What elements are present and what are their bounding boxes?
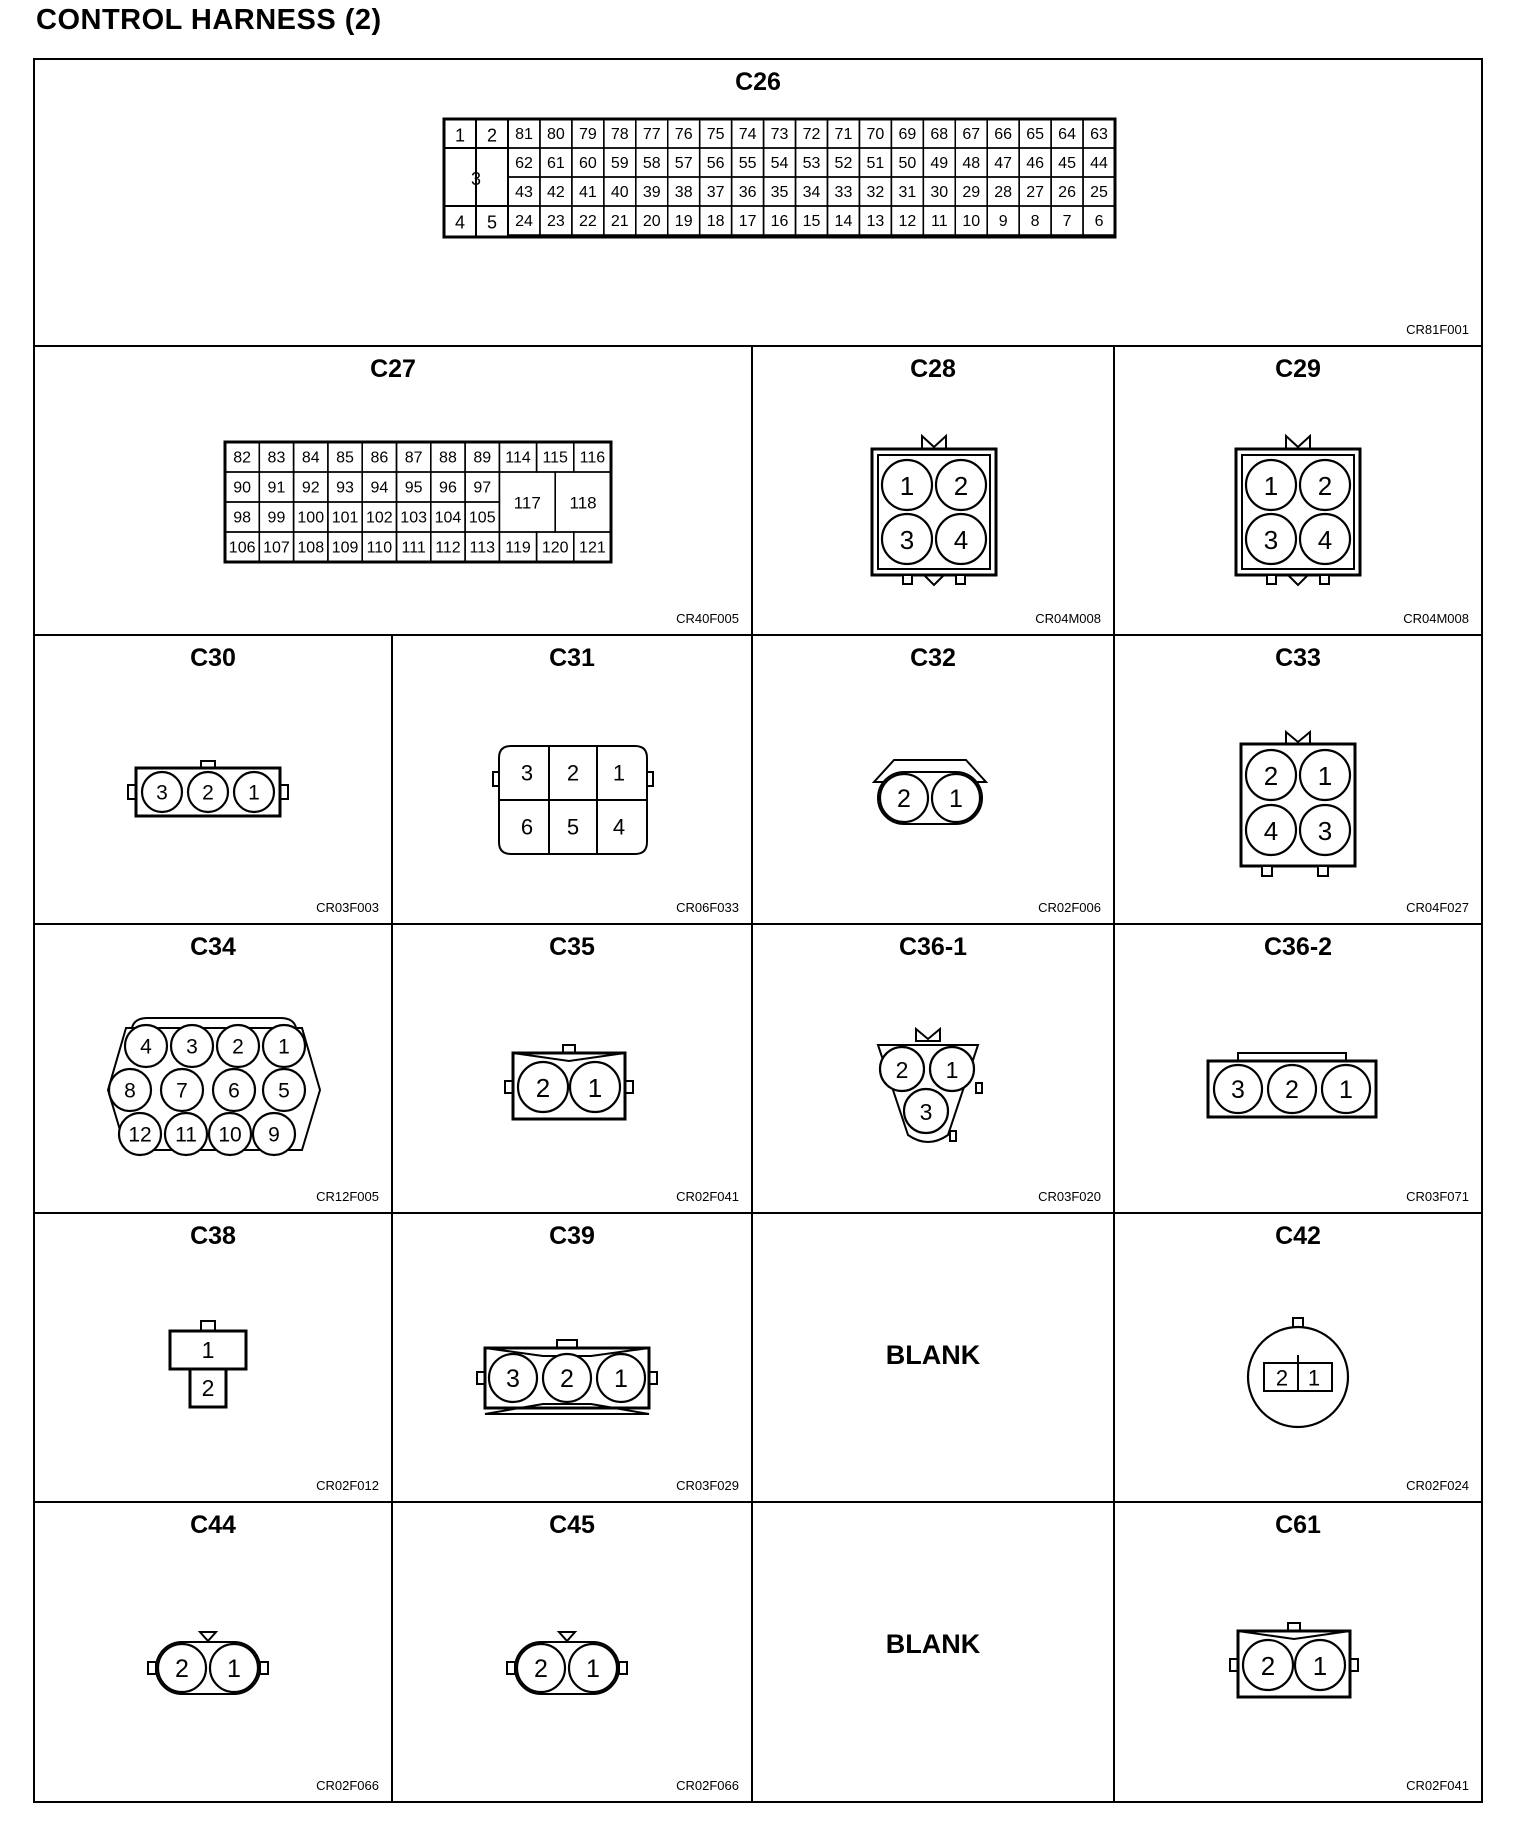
connector-id: C26 [735, 68, 781, 96]
connector-diagram-c26 [35, 60, 1481, 347]
pin-number: 5 [486, 212, 498, 233]
connector-cell-c28 [753, 347, 1115, 636]
pin-number: 2 [486, 125, 498, 146]
blank-cell [753, 1214, 1115, 1503]
pin-number: 115 [542, 449, 568, 467]
pin-number: 72 [802, 126, 821, 143]
pin-number: 39 [642, 184, 661, 201]
connector-cell-c26 [35, 60, 1481, 347]
latch [1318, 866, 1328, 876]
connector-diagram-c29 [1115, 347, 1481, 636]
blank-cell [753, 1503, 1115, 1801]
pin-number: 109 [331, 539, 359, 557]
side-tab [647, 772, 653, 786]
part-code: CR02F066 [316, 1778, 379, 1793]
pin-number: 2 [1263, 761, 1279, 791]
pin-number: 103 [400, 509, 428, 527]
locking-tab [922, 436, 946, 449]
connector-diagram-c39 [393, 1214, 753, 1503]
part-code: CR12F005 [316, 1189, 379, 1204]
pin-number: 53 [802, 155, 821, 172]
part-code: CR03F029 [676, 1478, 739, 1493]
pin-number: 33 [834, 184, 853, 201]
connector-diagram-c36-2 [1115, 925, 1481, 1214]
pin-number: 112 [435, 539, 461, 557]
pin-number: 3 [1231, 1076, 1245, 1104]
pin-number: 88 [439, 449, 457, 467]
connector-cell-c42 [1115, 1214, 1481, 1503]
pin-number: 18 [706, 213, 725, 230]
pin-number: 28 [994, 184, 1013, 201]
pin-number: 4 [140, 1035, 152, 1059]
connector-diagram-c35 [393, 925, 753, 1214]
pin-number: 2 [232, 1035, 244, 1059]
pin-number: 32 [866, 184, 885, 201]
connector-id: C34 [190, 933, 236, 961]
connector-id: C38 [190, 1222, 236, 1250]
pin-number: 46 [1026, 155, 1045, 172]
pin-number: 97 [473, 479, 492, 497]
connector-cell-c31 [393, 636, 753, 925]
pin-number: 51 [866, 155, 885, 172]
pin-number: 86 [370, 449, 389, 467]
pin-number: 68 [930, 126, 949, 143]
pin-number: 105 [468, 509, 496, 527]
connector-id: C42 [1275, 1222, 1321, 1250]
connector-id: C39 [549, 1222, 595, 1250]
pin-number: 2 [534, 1655, 548, 1683]
pin-number: 106 [228, 539, 256, 557]
pin-number: 52 [834, 155, 853, 172]
connector-diagram-c30 [35, 636, 393, 925]
pin-number: 75 [706, 126, 725, 143]
connector-diagram-c61 [1115, 1503, 1481, 1801]
side-tab [950, 1131, 956, 1141]
part-code: CR02F012 [316, 1478, 379, 1493]
latch [1293, 1318, 1303, 1327]
pin-number: 61 [547, 155, 565, 172]
part-code: CR02F041 [676, 1189, 739, 1204]
pin-number: 55 [738, 155, 757, 172]
connector-id: C44 [190, 1511, 236, 1539]
pin-number: 26 [1058, 184, 1076, 201]
pin-number: 120 [541, 539, 569, 557]
locking-tab [916, 1029, 940, 1041]
pin-number: 116 [579, 449, 606, 467]
pin-number: 27 [1026, 184, 1045, 201]
key-notch [559, 1632, 575, 1641]
pin-number: 2 [201, 1375, 215, 1401]
pin-number: 14 [834, 213, 853, 230]
pin-number: 65 [1026, 126, 1045, 143]
pin-number: 5 [278, 1079, 290, 1103]
pin-number: 12 [128, 1123, 152, 1147]
pin-number: 25 [1090, 184, 1108, 201]
connector-diagram-c32 [753, 636, 1115, 925]
page-title: CONTROL HARNESS (2) [36, 4, 382, 36]
pin-number: 8 [1030, 213, 1040, 230]
pin-number: 94 [370, 479, 389, 497]
connector-diagram-c36-1 [753, 925, 1115, 1214]
pin-number: 34 [802, 184, 821, 201]
part-code: CR02F066 [676, 1778, 739, 1793]
pin-number: 121 [579, 539, 606, 557]
part-code: CR81F001 [1406, 322, 1469, 337]
pin-number: 63 [1090, 126, 1108, 143]
connector-id: C32 [910, 644, 956, 672]
connector-cell-c32 [753, 636, 1115, 925]
part-code: CR02F041 [1406, 1778, 1469, 1793]
pin-number: 4 [1263, 816, 1279, 846]
connector-diagram-c44 [35, 1503, 393, 1801]
connector-diagram-c33 [1115, 636, 1481, 925]
latch [1320, 575, 1329, 584]
pin-number: 2 [202, 781, 214, 805]
pin-number: 1 [454, 125, 466, 146]
connector-diagram-c34 [35, 925, 393, 1214]
pin-number: 50 [898, 155, 917, 172]
pin-number: 36 [738, 184, 757, 201]
pin-number: 49 [930, 155, 949, 172]
pin-number: 69 [898, 126, 917, 143]
pin-number: 101 [331, 509, 359, 527]
pin-number: 2 [1260, 1651, 1276, 1681]
pin-number: 2 [1285, 1076, 1299, 1104]
blank-label: BLANK [885, 1629, 981, 1659]
pin-number: 62 [515, 155, 533, 172]
pin-number: 42 [547, 184, 565, 201]
connector-cell-c36-1 [753, 925, 1115, 1214]
part-code: CR40F005 [676, 611, 739, 626]
pin-number: 64 [1058, 126, 1076, 143]
pin-number: 90 [233, 479, 252, 497]
pin-number: 59 [610, 155, 629, 172]
pin-number: 91 [267, 479, 286, 497]
pin-number: 1 [587, 1073, 603, 1103]
pin-number: 40 [610, 184, 629, 201]
pin-number: 56 [706, 155, 725, 172]
pin-number: 2 [535, 1073, 551, 1103]
connector-id: C28 [910, 355, 956, 383]
pin-number: 15 [802, 213, 821, 230]
pin-number: 74 [738, 126, 757, 143]
pin-number: 2 [175, 1655, 189, 1683]
pin-number: 4 [953, 525, 969, 555]
pin-number: 3 [1263, 525, 1279, 555]
connector-id: C27 [370, 355, 416, 383]
connector-cell-c33 [1115, 636, 1481, 925]
pin-number: 4 [1317, 525, 1333, 555]
pin-number: 100 [297, 509, 325, 527]
connector-diagram-c45 [393, 1503, 753, 1801]
pin-number: 84 [301, 449, 320, 467]
pin-number: 7 [1062, 213, 1072, 230]
part-code: CR06F033 [676, 900, 739, 915]
pin-number: 95 [404, 479, 423, 497]
pin-number: 98 [233, 509, 252, 527]
pin-number: 89 [473, 449, 492, 467]
pin-number: 44 [1090, 155, 1108, 172]
part-code: CR04M008 [1035, 611, 1101, 626]
connector-cell-c35 [393, 925, 753, 1214]
pin-number: 114 [505, 449, 531, 467]
connector-cell-c27 [35, 347, 753, 636]
pin-number: 113 [469, 539, 496, 557]
pin-number: 10 [218, 1123, 242, 1147]
blank-label: BLANK [885, 1340, 981, 1370]
pin-number: 35 [770, 184, 789, 201]
pin-number: 60 [578, 155, 597, 172]
latch [1262, 866, 1272, 876]
pin-number: 107 [263, 539, 290, 557]
pin-number: 41 [578, 184, 597, 201]
pin-number: 3 [506, 1365, 520, 1393]
connector-id: C30 [190, 644, 236, 672]
part-code: CR04M008 [1403, 611, 1469, 626]
pin-number: 67 [962, 126, 981, 143]
pin-number: 71 [834, 126, 853, 143]
connector-diagram-c31 [393, 636, 753, 925]
pin-number: 70 [866, 126, 885, 143]
pin-number: 12 [898, 213, 917, 230]
locking-tab [1286, 732, 1310, 744]
pin-number: 11 [930, 213, 948, 230]
part-code: CR04F027 [1406, 900, 1469, 915]
connector-diagram-c38 [35, 1214, 393, 1503]
connector-id: C29 [1275, 355, 1321, 383]
part-code: CR02F006 [1038, 900, 1101, 915]
pin-number: 78 [610, 126, 629, 143]
key-notch [200, 1632, 216, 1641]
connector-cell-c61 [1115, 1503, 1481, 1801]
pin-number: 73 [770, 126, 789, 143]
pin-number: 38 [674, 184, 693, 201]
pin-number: 9 [268, 1123, 280, 1147]
pin-number: 2 [897, 785, 911, 813]
pin-number: 22 [578, 213, 597, 230]
pin-number: 1 [201, 1337, 215, 1363]
pin-number: 2 [566, 760, 580, 786]
pin-number: 9 [998, 213, 1008, 230]
pin-number: 10 [962, 213, 981, 230]
pin-number: 1 [1339, 1076, 1353, 1104]
connector-cell-c39 [393, 1214, 753, 1503]
connector-cell-c38 [35, 1214, 393, 1503]
pin-number: 6 [520, 814, 534, 840]
connector-hood [132, 1018, 296, 1028]
pin-number: 119 [505, 539, 531, 557]
pin-number: 1 [586, 1655, 600, 1683]
pin-number: 11 [175, 1123, 197, 1147]
latch [956, 575, 965, 584]
pin-number: 6 [1094, 213, 1104, 230]
pin-number: 85 [336, 449, 354, 467]
pin-number: 83 [267, 449, 286, 467]
pin-number: 31 [898, 184, 917, 201]
connector-id: C35 [549, 933, 595, 961]
pin-number: 58 [642, 155, 661, 172]
pin-number: 96 [439, 479, 457, 497]
pin-number: 82 [233, 449, 252, 467]
pin-number: 108 [297, 539, 325, 557]
pin-number: 1 [945, 1057, 959, 1083]
pin-number: 24 [515, 213, 533, 230]
pin-number: 2 [1317, 471, 1333, 501]
pin-number: 1 [1317, 761, 1333, 791]
pin-number: 57 [674, 155, 693, 172]
latch [1267, 575, 1276, 584]
latch [903, 575, 912, 584]
connector-cell-c36-2 [1115, 925, 1481, 1214]
pin-number: 19 [674, 213, 693, 230]
pin-number: 102 [365, 509, 393, 527]
pin-number: 3 [1317, 816, 1333, 846]
connector-cell-c29 [1115, 347, 1481, 636]
pin-number: 99 [267, 509, 286, 527]
connector-id: C36-2 [1263, 933, 1333, 961]
side-tab [976, 1083, 982, 1093]
pin-number: 16 [770, 213, 789, 230]
connector-diagram-c42 [1115, 1214, 1481, 1503]
pin-number: 8 [124, 1079, 136, 1103]
pin-number: 23 [547, 213, 565, 230]
side-tab [260, 1662, 268, 1674]
pin-number: 3 [156, 781, 168, 805]
pin-number: 110 [366, 539, 393, 557]
pin-number: 80 [547, 126, 565, 143]
pin-number: 3 [919, 1099, 933, 1125]
pin-number: 2 [953, 471, 969, 501]
pin-number: 47 [994, 155, 1013, 172]
pin-number: 118 [569, 493, 597, 513]
side-tab [619, 1662, 627, 1674]
connector-id: C36-1 [898, 933, 968, 961]
connector-diagram-c27 [35, 347, 753, 636]
pin-number: 1 [899, 471, 915, 501]
pin-number: 54 [770, 155, 789, 172]
connector-grid [33, 58, 1483, 1803]
pin-number: 3 [899, 525, 915, 555]
pin-number: 81 [515, 126, 533, 143]
locking-tab [1286, 436, 1310, 449]
side-tab [148, 1662, 156, 1674]
pin-number: 43 [515, 184, 533, 201]
pin-number: 66 [994, 126, 1013, 143]
connector-id: C45 [549, 1511, 595, 1539]
pin-number: 2 [895, 1057, 909, 1083]
pin-number: 93 [336, 479, 354, 497]
connector-cell-c34 [35, 925, 393, 1214]
pin-number: 20 [642, 213, 661, 230]
connector-cell-c44 [35, 1503, 393, 1801]
connector-cell-c30 [35, 636, 393, 925]
pin-number: 1 [248, 781, 260, 805]
pin-number: 3 [470, 169, 482, 189]
pin-number: 5 [566, 814, 580, 840]
pin-number: 1 [612, 760, 626, 786]
part-code: CR03F020 [1038, 1189, 1101, 1204]
part-code: CR03F071 [1406, 1189, 1469, 1204]
pin-number: 76 [674, 126, 693, 143]
pin-number: 117 [513, 493, 541, 513]
pin-number: 1 [614, 1365, 628, 1393]
pin-number: 79 [578, 126, 597, 143]
pin-number: 77 [642, 126, 661, 143]
pin-number: 1 [949, 785, 963, 813]
pin-number: 1 [278, 1035, 290, 1059]
pin-number: 4 [454, 212, 466, 233]
pin-number: 87 [404, 449, 423, 467]
pin-number: 1 [1307, 1365, 1321, 1391]
pin-number: 17 [738, 213, 757, 230]
pin-number: 3 [186, 1035, 198, 1059]
side-tab [507, 1662, 515, 1674]
pin-number: 4 [612, 814, 626, 840]
pin-number: 111 [401, 539, 426, 557]
pin-number: 1 [1263, 471, 1279, 501]
connector-cell-c45 [393, 1503, 753, 1801]
pin-number: 21 [610, 213, 629, 230]
pin-number: 13 [866, 213, 885, 230]
pin-number: 30 [930, 184, 949, 201]
pin-number: 92 [301, 479, 320, 497]
side-tab [493, 772, 499, 786]
connector-id: C31 [549, 644, 595, 672]
pin-number: 7 [176, 1079, 188, 1103]
connector-id: C61 [1275, 1511, 1321, 1539]
pin-number: 3 [520, 760, 534, 786]
part-code: CR02F024 [1406, 1478, 1469, 1493]
pin-number: 104 [434, 509, 462, 527]
pin-number: 1 [227, 1655, 241, 1683]
pin-number: 37 [706, 184, 725, 201]
pin-number: 6 [228, 1079, 240, 1103]
connector-id: C33 [1275, 644, 1321, 672]
pin-number: 1 [1312, 1651, 1328, 1681]
pin-number: 2 [560, 1365, 574, 1393]
pin-number: 48 [962, 155, 981, 172]
pin-number: 45 [1058, 155, 1076, 172]
part-code: CR03F003 [316, 900, 379, 915]
pin-number: 29 [962, 184, 981, 201]
connector-diagram-c28 [753, 347, 1115, 636]
pin-number: 2 [1275, 1365, 1289, 1391]
